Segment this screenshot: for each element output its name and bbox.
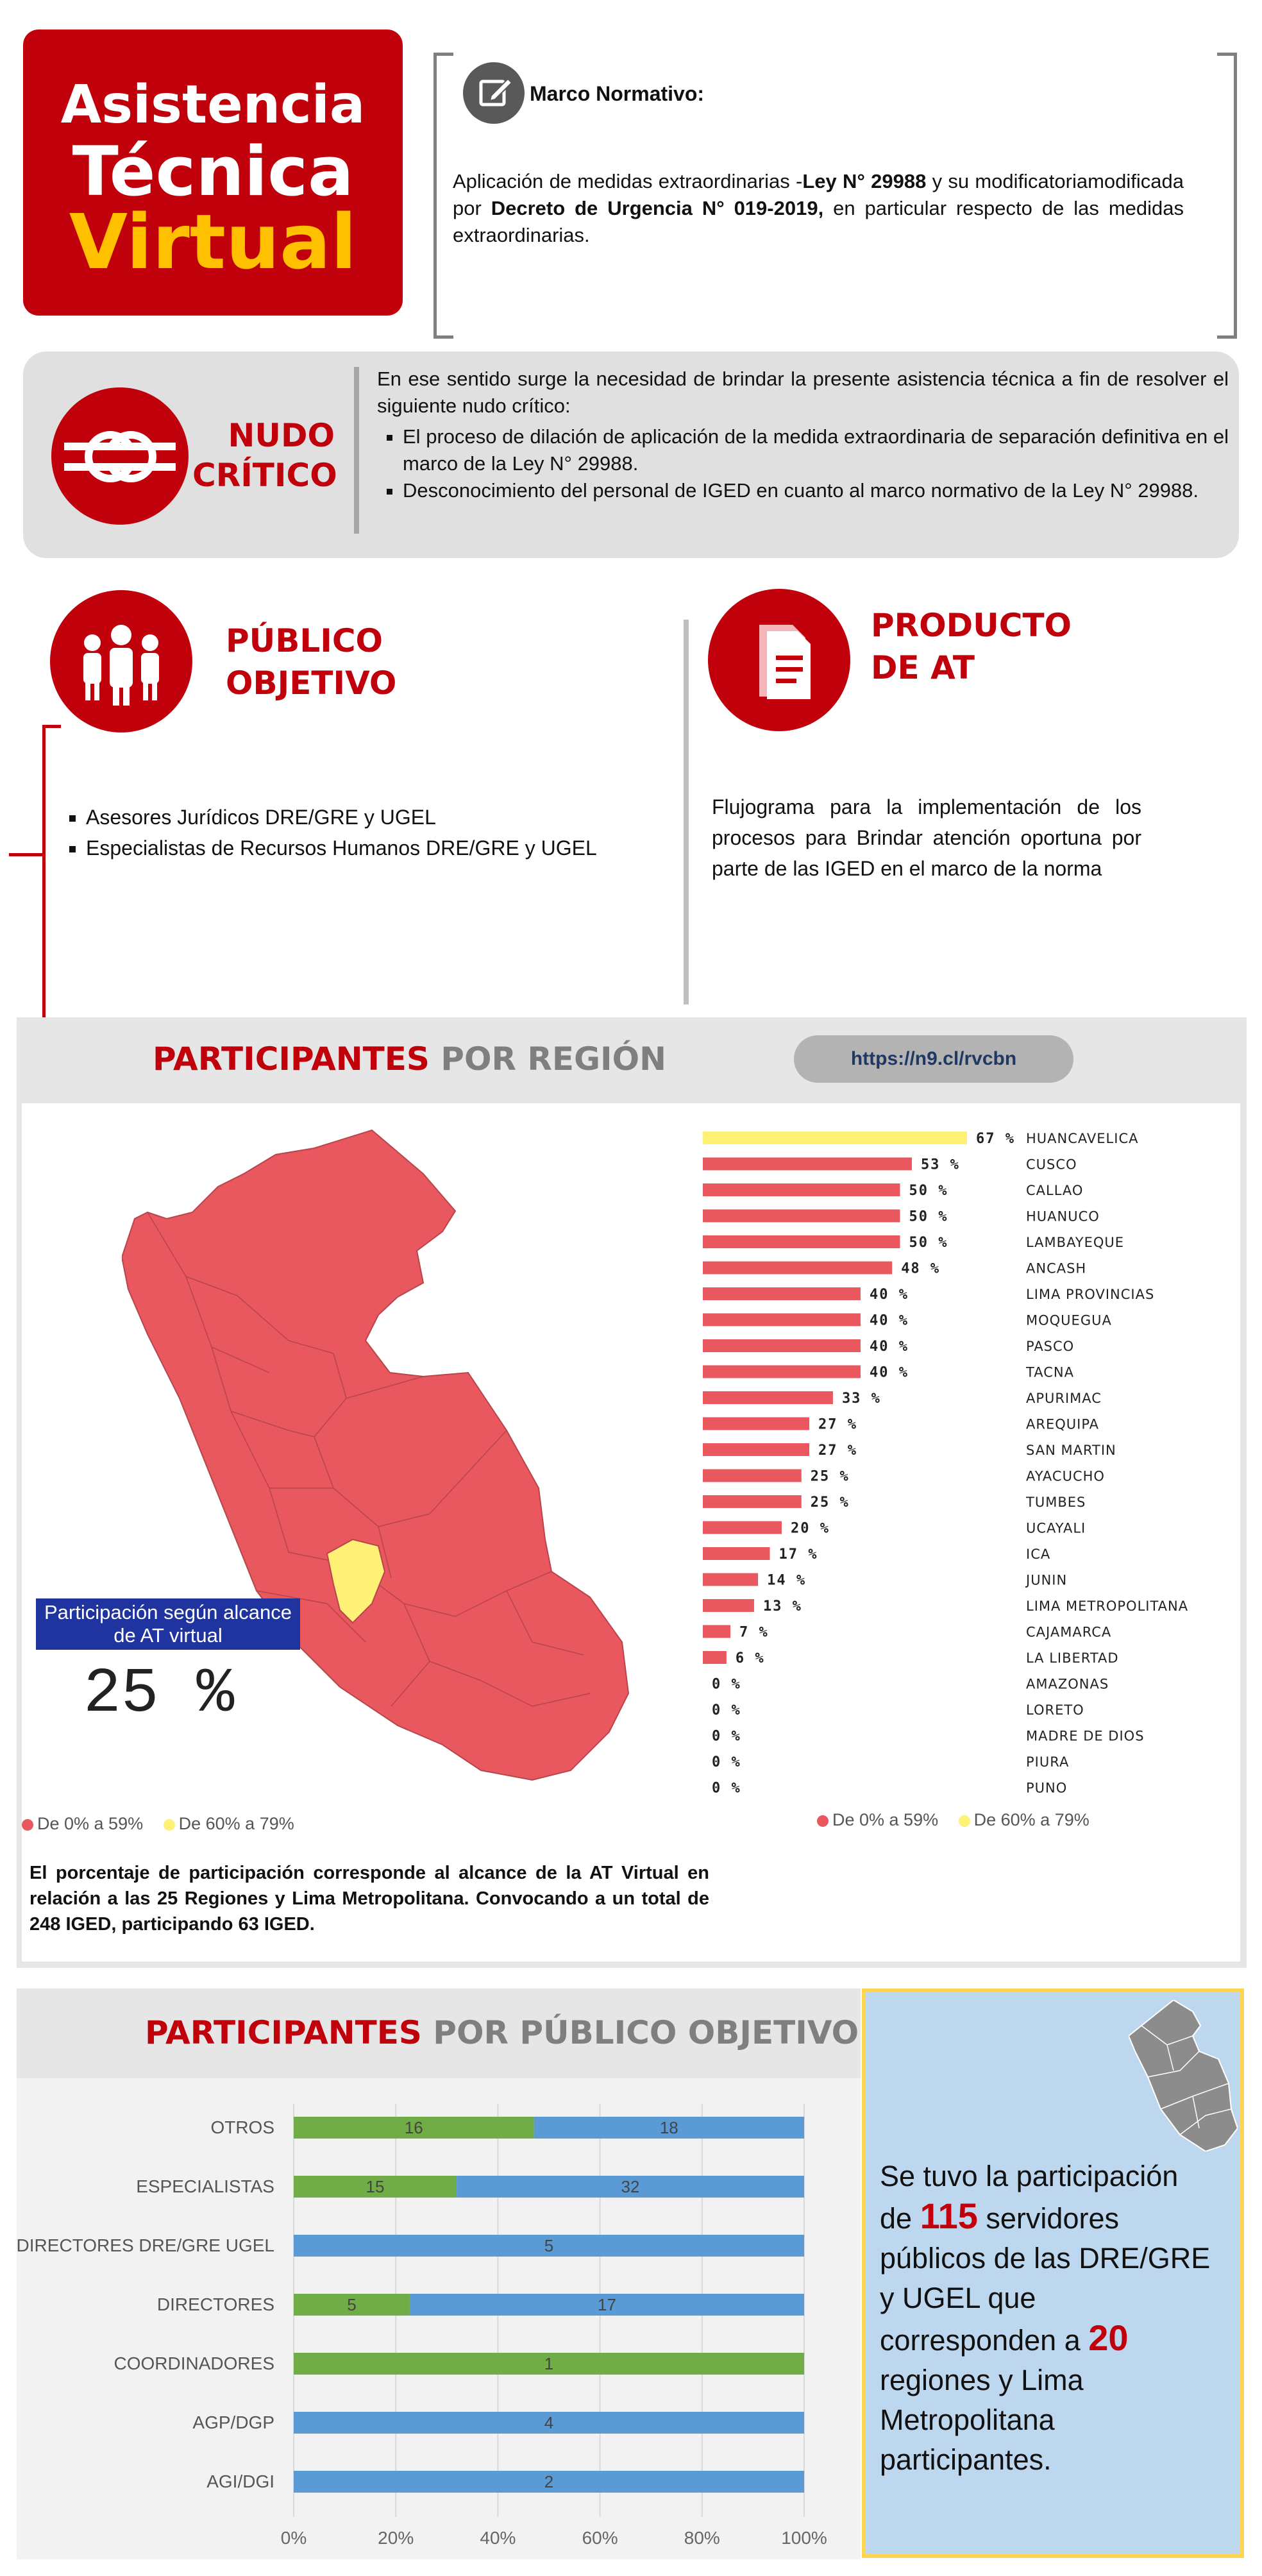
region-bar-value: 25 % xyxy=(810,1468,850,1485)
publico-category-label: AGP/DGP xyxy=(192,2412,274,2432)
bar-legend-label-high: De 60% a 79% xyxy=(973,1810,1090,1829)
region-bar-value: 14 % xyxy=(767,1572,807,1589)
region-bar xyxy=(703,1443,809,1456)
publico-section-title xyxy=(145,2014,859,2051)
region-bar xyxy=(703,1158,912,1171)
legend-dot-high xyxy=(164,1819,175,1831)
middle-separator xyxy=(684,620,689,1004)
knot-icon xyxy=(51,387,189,525)
publico-category-label: COORDINADORES xyxy=(114,2353,274,2373)
region-bar xyxy=(703,1210,900,1223)
region-bar-label: LIMA PROVINCIAS xyxy=(1026,1287,1155,1302)
title-line-1: Asistencia xyxy=(60,74,366,135)
summary-text-2: servidores públicos de las DRE/GRE y UGEL que corresponden a xyxy=(880,2202,1211,2357)
region-bar-value: 17 % xyxy=(778,1546,818,1563)
nudo-title-line-1: NUDO xyxy=(228,417,335,454)
region-bar-value: 20 % xyxy=(791,1520,830,1537)
region-url-link[interactable]: https://n9.cl/rvcbn xyxy=(794,1035,1073,1083)
publico-tick-label: 0% xyxy=(280,2528,307,2548)
map-legend xyxy=(22,1814,294,1834)
region-bar-label: AYACUCHO xyxy=(1026,1468,1105,1484)
region-title-gray: POR REGIÓN xyxy=(429,1040,667,1078)
publico-item: ▪ Especialistas de Recursos Humanos DRE/GRE y UGEL xyxy=(86,833,597,863)
region-bar xyxy=(703,1521,782,1534)
marco-normativo-text: Aplicación de medidas extraordinarias -Ley N° 29988 y su modificatoriamodificada por Decreto de Urgencia N° 019-2019, en particular respecto de las medidas extraordinarias. xyxy=(453,170,1184,246)
participation-label: Participación según alcance de AT virtual xyxy=(36,1598,300,1650)
region-bar xyxy=(703,1547,770,1560)
region-bar xyxy=(703,1314,861,1326)
peru-outline-icon xyxy=(1129,2000,1238,2155)
publico-tick-label: 100% xyxy=(781,2528,827,2548)
publico-category-label: ESPECIALISTAS xyxy=(136,2176,274,2196)
people-icon xyxy=(50,590,192,733)
summary-count: 115 xyxy=(920,2196,978,2236)
publico-tick-label: 60% xyxy=(582,2528,618,2548)
region-bar-value: 67 % xyxy=(976,1131,1016,1147)
region-bar-label: APURIMAC xyxy=(1026,1391,1102,1406)
region-bar-value: 0 % xyxy=(712,1702,741,1718)
publico-objetivo-title xyxy=(226,620,396,704)
region-bar xyxy=(703,1339,861,1352)
publico-tick-label: 80% xyxy=(684,2528,720,2548)
publico-bar-value: 32 xyxy=(621,2177,640,2196)
document-icon xyxy=(708,589,850,731)
publico-bar-value: 5 xyxy=(544,2236,554,2255)
nudo-critico-title xyxy=(192,416,335,495)
region-bar-label: PASCO xyxy=(1026,1339,1075,1354)
region-bar-label: CAJAMARCA xyxy=(1026,1624,1112,1640)
publico-category-label: OTROS xyxy=(210,2117,274,2137)
region-title-red: PARTICIPANTES xyxy=(153,1040,430,1078)
publico-list xyxy=(60,802,597,863)
region-bar xyxy=(703,1495,802,1508)
region-section-title xyxy=(153,1040,666,1078)
region-bar xyxy=(703,1262,892,1275)
region-bar-label: HUANUCO xyxy=(1026,1208,1100,1224)
region-bar-label: LORETO xyxy=(1026,1702,1084,1718)
summary-regions: 20 xyxy=(1088,2318,1129,2358)
summary-text-3: regiones y Lima Metropolitana participantes. xyxy=(880,2364,1084,2476)
region-bar xyxy=(703,1366,861,1378)
producto-title xyxy=(871,604,1072,689)
legend-dot-low xyxy=(22,1819,33,1831)
region-bar-label: CUSCO xyxy=(1026,1157,1077,1173)
publico-bar-value: 4 xyxy=(544,2413,554,2432)
title-line-3: Virtual xyxy=(69,198,357,286)
region-bar-value: 27 % xyxy=(818,1416,858,1433)
region-bar-value: 50 % xyxy=(909,1235,948,1251)
region-bar-value: 27 % xyxy=(818,1443,858,1459)
region-bar-label: TUMBES xyxy=(1026,1495,1086,1510)
region-bar-value: 13 % xyxy=(762,1598,802,1614)
publico-tick-label: 40% xyxy=(480,2528,516,2548)
region-bar xyxy=(703,1625,730,1638)
legend-label-high: De 60% a 79% xyxy=(178,1814,294,1833)
region-bar-value: 40 % xyxy=(870,1339,909,1355)
region-bar-value: 50 % xyxy=(909,1208,948,1225)
region-bar-label: SAN MARTIN xyxy=(1026,1443,1116,1458)
publico-bar-value: 1 xyxy=(544,2354,554,2373)
region-bar-value: 0 % xyxy=(712,1676,741,1693)
publico-bar-value: 5 xyxy=(347,2295,357,2314)
region-bar-label: ANCASH xyxy=(1026,1260,1087,1276)
nudo-item: ▪ El proceso de dilación de aplicación de la medida extraordinaria de separación definitiva en el marco de la Ley N° 29988. xyxy=(403,423,1229,477)
region-bar-label: LIMA METROPOLITANA xyxy=(1026,1598,1189,1614)
summary-text-1: Se tuvo la participación de xyxy=(880,2160,1179,2235)
region-bar xyxy=(703,1183,900,1196)
nudo-list xyxy=(377,423,1229,504)
publico-bracket xyxy=(42,725,61,1021)
publico-title-line-2: OBJETIVO xyxy=(226,665,397,702)
publico-bar-value: 18 xyxy=(659,2118,678,2137)
bar-legend xyxy=(817,1810,1090,1830)
publico-title-red: PARTICIPANTES xyxy=(145,2014,422,2051)
producto-text: Flujograma para la implementación de los procesos para Brindar atención oportuna por parte de las IGED en el marco de la norma xyxy=(712,795,1141,880)
nudo-title-line-2: CRÍTICO xyxy=(192,457,337,494)
left-bracket xyxy=(433,53,453,339)
publico-title-line-1: PÚBLICO xyxy=(226,622,383,659)
region-bar xyxy=(703,1235,900,1248)
region-bar-value: 40 % xyxy=(870,1312,909,1329)
region-bar-value: 53 % xyxy=(920,1157,960,1173)
nudo-intro: En ese sentido surge la necesidad de brindar la presente asistencia técnica a fin de resolver el siguiente nudo crítico: xyxy=(377,368,1229,417)
region-bar-value: 0 % xyxy=(712,1728,741,1745)
region-bar-label: CALLAO xyxy=(1026,1183,1084,1198)
region-bar xyxy=(703,1418,809,1430)
participation-value: 25 % xyxy=(83,1659,235,1730)
title-line-2: Técnica xyxy=(72,132,354,211)
region-bar-label: AMAZONAS xyxy=(1026,1676,1109,1692)
bar-legend-label-low: De 0% a 59% xyxy=(832,1810,939,1829)
region-bar-value: 0 % xyxy=(712,1780,741,1796)
region-bar-value: 33 % xyxy=(841,1391,881,1407)
nudo-critico-text xyxy=(377,366,1229,504)
region-bar xyxy=(703,1287,861,1300)
nudo-separator xyxy=(354,367,359,534)
nudo-item: ▪ Desconocimiento del personal de IGED en cuanto al marco normativo de la Ley N° 29988. xyxy=(403,477,1229,504)
publico-bar-chart xyxy=(17,2085,861,2559)
producto-title-line-2: DE AT xyxy=(871,649,975,686)
publico-bar-value: 17 xyxy=(597,2295,616,2314)
region-bar xyxy=(703,1573,758,1586)
region-bar-label: PUNO xyxy=(1026,1780,1068,1796)
region-note: El porcentaje de participación corresponde al alcance de la AT Virtual en relación a las 25 Regiones y Lima Metropolitana. Convocando a un total de 248 IGED, participando 63 IGED. xyxy=(29,1863,709,1935)
bar-legend-dot-low xyxy=(817,1815,829,1827)
legend-label-low: De 0% a 59% xyxy=(37,1814,144,1833)
producto-title-line-1: PRODUCTO xyxy=(871,607,1072,644)
region-bar-label: TACNA xyxy=(1026,1364,1074,1380)
publico-bar-value: 2 xyxy=(544,2472,554,2491)
publico-item: ▪ Asesores Jurídicos DRE/GRE y UGEL xyxy=(86,802,597,833)
region-bar-label: LA LIBERTAD xyxy=(1026,1650,1119,1666)
publico-bracket-tick xyxy=(9,853,42,856)
region-bar-label: HUANCAVELICA xyxy=(1026,1131,1139,1146)
region-bar-label: AREQUIPA xyxy=(1026,1416,1100,1432)
region-bar xyxy=(703,1131,967,1144)
region-bar xyxy=(703,1651,727,1664)
publico-bar-value: 16 xyxy=(404,2118,423,2137)
region-bar xyxy=(703,1470,802,1482)
marco-normativo-title: Marco Normativo: xyxy=(530,82,705,105)
region-bar-value: 48 % xyxy=(901,1260,941,1277)
region-bar xyxy=(703,1599,754,1612)
publico-category-label: DIRECTORES DRE/GRE UGEL xyxy=(17,2235,274,2255)
region-bar-value: 7 % xyxy=(739,1624,769,1641)
summary-text xyxy=(880,2157,1213,2480)
region-bar-value: 6 % xyxy=(735,1650,765,1666)
right-bracket xyxy=(1217,53,1237,339)
region-bar-value: 40 % xyxy=(870,1287,909,1303)
title-box xyxy=(23,30,403,316)
region-bar-value: 40 % xyxy=(870,1364,909,1381)
region-bar-label: MOQUEGUA xyxy=(1026,1312,1112,1328)
edit-icon xyxy=(463,62,525,124)
publico-title-gray: POR PÚBLICO OBJETIVO xyxy=(421,2014,859,2051)
region-bar-label: ICA xyxy=(1026,1546,1051,1562)
region-bar-chart xyxy=(693,1123,1244,1796)
region-bar-value: 50 % xyxy=(909,1183,948,1199)
region-bar-label: JUNIN xyxy=(1026,1572,1068,1588)
bar-legend-dot-high xyxy=(959,1815,970,1827)
region-bar-label: LAMBAYEQUE xyxy=(1026,1235,1125,1250)
publico-category-label: DIRECTORES xyxy=(156,2294,274,2314)
publico-category-label: AGI/DGI xyxy=(206,2471,274,2491)
region-bar-label: UCAYALI xyxy=(1026,1520,1086,1536)
region-bar-value: 25 % xyxy=(810,1495,850,1511)
publico-bar-value: 15 xyxy=(366,2177,385,2196)
region-bar xyxy=(703,1391,833,1404)
region-bar-value: 0 % xyxy=(712,1754,741,1770)
publico-tick-label: 20% xyxy=(378,2528,414,2548)
region-bar-label: MADRE DE DIOS xyxy=(1026,1728,1145,1744)
region-bar-label: PIURA xyxy=(1026,1754,1070,1770)
